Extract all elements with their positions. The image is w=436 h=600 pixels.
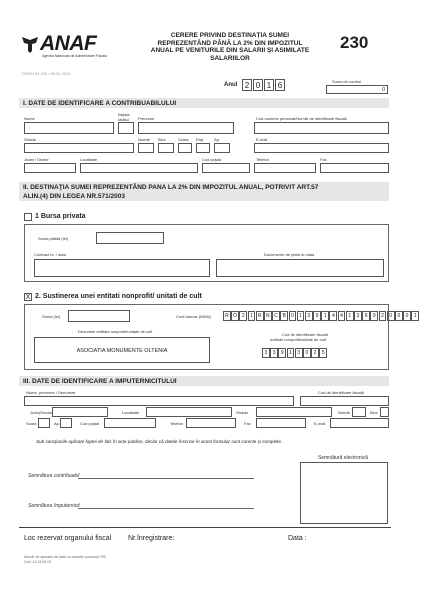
imp-label-ap: Ap.	[54, 421, 61, 426]
iban-char: 4	[338, 311, 346, 321]
sustinere-label: 2. Sustinerea unei entitati nonprofit/ unitati de cult	[35, 293, 202, 300]
checksum-value: 0	[382, 87, 385, 93]
imp-nume-field[interactable]	[24, 396, 294, 406]
label-prenume: Prenume	[138, 116, 155, 121]
ap-field[interactable]	[214, 143, 230, 153]
bursa-label: 1 Bursa privata	[35, 213, 86, 220]
iban-char: 2	[239, 311, 247, 321]
imp-cod-postal-field[interactable]	[104, 418, 156, 428]
cod-postal-field[interactable]	[202, 163, 250, 173]
label-fax: Fax	[320, 157, 327, 162]
denumire-value: ASOCIATIA MONUMENTE OLTENIA	[76, 348, 168, 354]
label-etaj: Etaj	[196, 137, 203, 142]
label-nume: Nume	[24, 116, 35, 121]
iban-char: N	[264, 311, 272, 321]
checksum-label: Suma de control	[332, 79, 362, 84]
cif-digit: 3	[295, 348, 303, 358]
check-mark-icon: X	[25, 294, 31, 301]
imp-ap-field[interactable]	[60, 418, 72, 428]
imp-email-field[interactable]	[330, 418, 389, 428]
cif-digit: 1	[287, 348, 295, 358]
year-digit: 1	[264, 79, 274, 91]
label-initiala: Iniţiala tatălui	[118, 112, 130, 122]
logo-text: ANAF	[40, 32, 97, 55]
cif-digit: 5	[319, 348, 327, 358]
imp-fax-field[interactable]	[256, 418, 306, 428]
iban-field[interactable]	[223, 311, 420, 321]
anaf-logo	[20, 34, 122, 60]
title-line-4: SALARIILOR	[210, 54, 250, 62]
section-2-title-line-1: II. DESTINAŢIA SUMEI REPREZENTÂND PANA LA 2% DIN IMPOZITUL ANUAL, POTRIVIT ART.57	[23, 184, 319, 191]
imp-label-judet: Judeţ/Sector	[30, 410, 53, 415]
bursa-checkbox[interactable]	[24, 213, 32, 221]
operator-note-1: Număr de operator de date cu caracter personal 759	[24, 555, 106, 559]
sustinere-checkbox[interactable]	[24, 293, 32, 301]
imp-label-localitate: Localitate	[122, 410, 140, 415]
sustinere-suma-field[interactable]	[68, 310, 130, 322]
form-title	[130, 32, 330, 62]
imp-scara-field[interactable]	[38, 418, 50, 428]
imp-bloc-field[interactable]	[380, 407, 389, 417]
data-label: Data :	[288, 535, 307, 542]
cif-entitate-field[interactable]	[262, 348, 328, 358]
judet-field[interactable]	[24, 163, 76, 173]
label-localitate: Localitate	[80, 157, 98, 162]
iban-char: 0	[403, 311, 411, 321]
iban-char: 2	[379, 311, 387, 321]
scara-field[interactable]	[178, 143, 192, 153]
cif-digit: 3	[262, 348, 270, 358]
sig-contribuabil-line[interactable]	[78, 478, 254, 479]
imp-label-scara: Scara	[26, 421, 37, 426]
imp-label-numar: Număr	[338, 410, 351, 415]
etaj-field[interactable]	[196, 143, 210, 153]
section-2-title-line-2: ALIN.(4) DIN LEGEA NR.571/2003	[23, 193, 125, 200]
label-strada: Strada	[24, 137, 36, 142]
iban-char: C	[272, 311, 280, 321]
title-line-2: REPREZENTÂND PÂNĂ LA 2% DIN IMPOZITUL	[157, 39, 303, 47]
cif-digit: 9	[278, 348, 286, 358]
section-2-header	[19, 182, 389, 201]
imp-label-strada: Strada	[236, 410, 248, 415]
imp-label-nume: Nume, prenume / Denumire	[26, 390, 76, 395]
iban-char: 4	[329, 311, 337, 321]
sig-imputernicit-line[interactable]	[78, 508, 254, 509]
footer-divider	[19, 527, 391, 528]
form-number: 230	[340, 33, 369, 52]
imp-label-bloc: Bloc	[370, 410, 378, 415]
imp-label-email: E-mail	[314, 421, 326, 426]
imp-label-cod-postal: Cod poştal	[80, 421, 100, 426]
bursa-suma-field[interactable]	[96, 232, 164, 244]
checksum-field[interactable]	[326, 85, 388, 94]
imp-label-cif: Cod de identificare fiscală	[318, 390, 364, 395]
iban-char: 0	[289, 311, 297, 321]
label-judet: Judeţ / Sector	[24, 157, 49, 162]
label-scara: Scara	[178, 137, 189, 142]
strada-field[interactable]	[24, 143, 134, 153]
iban-char: 1	[297, 311, 305, 321]
section-3-header	[19, 376, 389, 386]
iban-char: 1	[248, 311, 256, 321]
initiala-field[interactable]	[118, 122, 134, 134]
denumire-label: Denumire entitate nonprofit/unitate de cult	[78, 329, 153, 334]
iban-char: 1	[411, 311, 419, 321]
iban-char: 6	[362, 311, 370, 321]
year-digit: 0	[253, 79, 263, 91]
cif-digit: 2	[311, 348, 319, 358]
cif-digit: 3	[270, 348, 278, 358]
label-cod-postal: Cod poştal	[202, 157, 222, 162]
cif-digit: 0	[303, 348, 311, 358]
eagle-icon	[20, 34, 40, 54]
label-numar: Număr	[138, 137, 151, 142]
label-telefon: Telefon	[256, 157, 269, 162]
label-cnp: Cod numeric personal/Număr de identificare fiscală	[256, 116, 347, 121]
section-3-title: III. DATE DE IDENTIFICARE A IMPUTERNICITULUI	[23, 378, 177, 385]
operator-note-2: Cod: 14.13.06.13	[24, 560, 51, 564]
iban-char: 9	[370, 311, 378, 321]
imp-localitate-field[interactable]	[146, 407, 232, 417]
imp-strada-field[interactable]	[256, 407, 332, 417]
iban-char: B	[280, 311, 288, 321]
label-email: E-mail	[256, 137, 268, 142]
sig-contribuabil-label: Semnătura contribuabil	[28, 473, 80, 479]
sig-imputernicit-label: Semnătura împuternicit	[28, 503, 80, 509]
cif-entitate-label-1: Cod de identificare fiscală	[282, 332, 328, 337]
imp-telefon-field[interactable]	[186, 418, 236, 428]
year-field[interactable]	[242, 79, 286, 91]
fax-field[interactable]	[320, 163, 389, 173]
loc-rezervat-label: Loc rezervat organului fiscal	[24, 535, 112, 542]
declaration-text: Sub sancţiunile aplicate faptei de fals în acte publice, declar că datele înscrise în acest formular sunt corecte şi complete.	[36, 439, 283, 444]
iban-char: 0	[387, 311, 395, 321]
cif-entitate-label-2: entitate nonprofit/unitate de cult	[270, 337, 326, 342]
numar-field[interactable]	[138, 143, 154, 153]
iban-char: 1	[321, 311, 329, 321]
nr-inregistrare-label: Nr.înregistrare:	[128, 535, 175, 542]
imp-label-fax: Fax	[244, 421, 251, 426]
iban-char: 0	[395, 311, 403, 321]
nume-field[interactable]	[24, 122, 114, 134]
iban-char: 3	[354, 311, 362, 321]
imp-label-telefon: Telefon	[170, 421, 183, 426]
logo-subtitle: Agentia Nationala de Administrare Fiscala	[42, 54, 107, 58]
bursa-contract-label: Contract nr. / data	[34, 252, 66, 257]
iban-char: 3	[305, 311, 313, 321]
iban-char: 9	[313, 311, 321, 321]
electronic-signature-field[interactable]	[300, 462, 388, 524]
title-line-1: CERERE PRIVIND DESTINAȚIA SUMEI	[170, 32, 290, 39]
title-line-3: ANUAL PE VENITURILE DIN SALARII ȘI ASIMILATE	[150, 47, 310, 54]
localitate-field[interactable]	[80, 163, 198, 173]
denumire-field[interactable]	[34, 337, 210, 363]
iban-char: O	[233, 313, 238, 319]
imp-cif-field[interactable]	[300, 396, 389, 406]
section-1-header	[19, 98, 389, 108]
year-digit: 2	[242, 79, 252, 91]
iban-char: 1	[346, 311, 354, 321]
iban-char: R	[256, 311, 264, 321]
imp-numar-field[interactable]	[352, 407, 366, 417]
bursa-suma-label: Suma plătită (lei)	[38, 236, 69, 241]
bursa-documente-label: Documente de plată nr./data	[264, 252, 315, 257]
bursa-documente-field[interactable]	[216, 259, 384, 277]
year-label: Anul	[224, 82, 238, 88]
telefon-field[interactable]	[254, 163, 316, 173]
year-digit: 6	[275, 79, 285, 91]
label-bloc: Bloc	[158, 137, 166, 142]
section-1-title: I. DATE DE IDENTIFICARE A CONTRIBUABILULUI	[23, 100, 177, 107]
email-field[interactable]	[254, 143, 389, 153]
form-code: DGFM 91 230 / 06.01.2015	[22, 71, 71, 76]
cnp-field[interactable]	[254, 122, 389, 134]
label-ap: Ap.	[214, 137, 221, 142]
imp-judet-field[interactable]	[52, 407, 108, 417]
prenume-field[interactable]	[138, 122, 234, 134]
iban-char: R	[223, 311, 231, 321]
sustinere-suma-label: Suma (lei)	[42, 314, 61, 319]
bloc-field[interactable]	[158, 143, 174, 153]
iban-label: Cont bancar (IBAN)	[176, 314, 211, 319]
electronic-signature-label: Semnătură electronică	[318, 455, 369, 461]
bursa-contract-field[interactable]	[34, 259, 210, 277]
